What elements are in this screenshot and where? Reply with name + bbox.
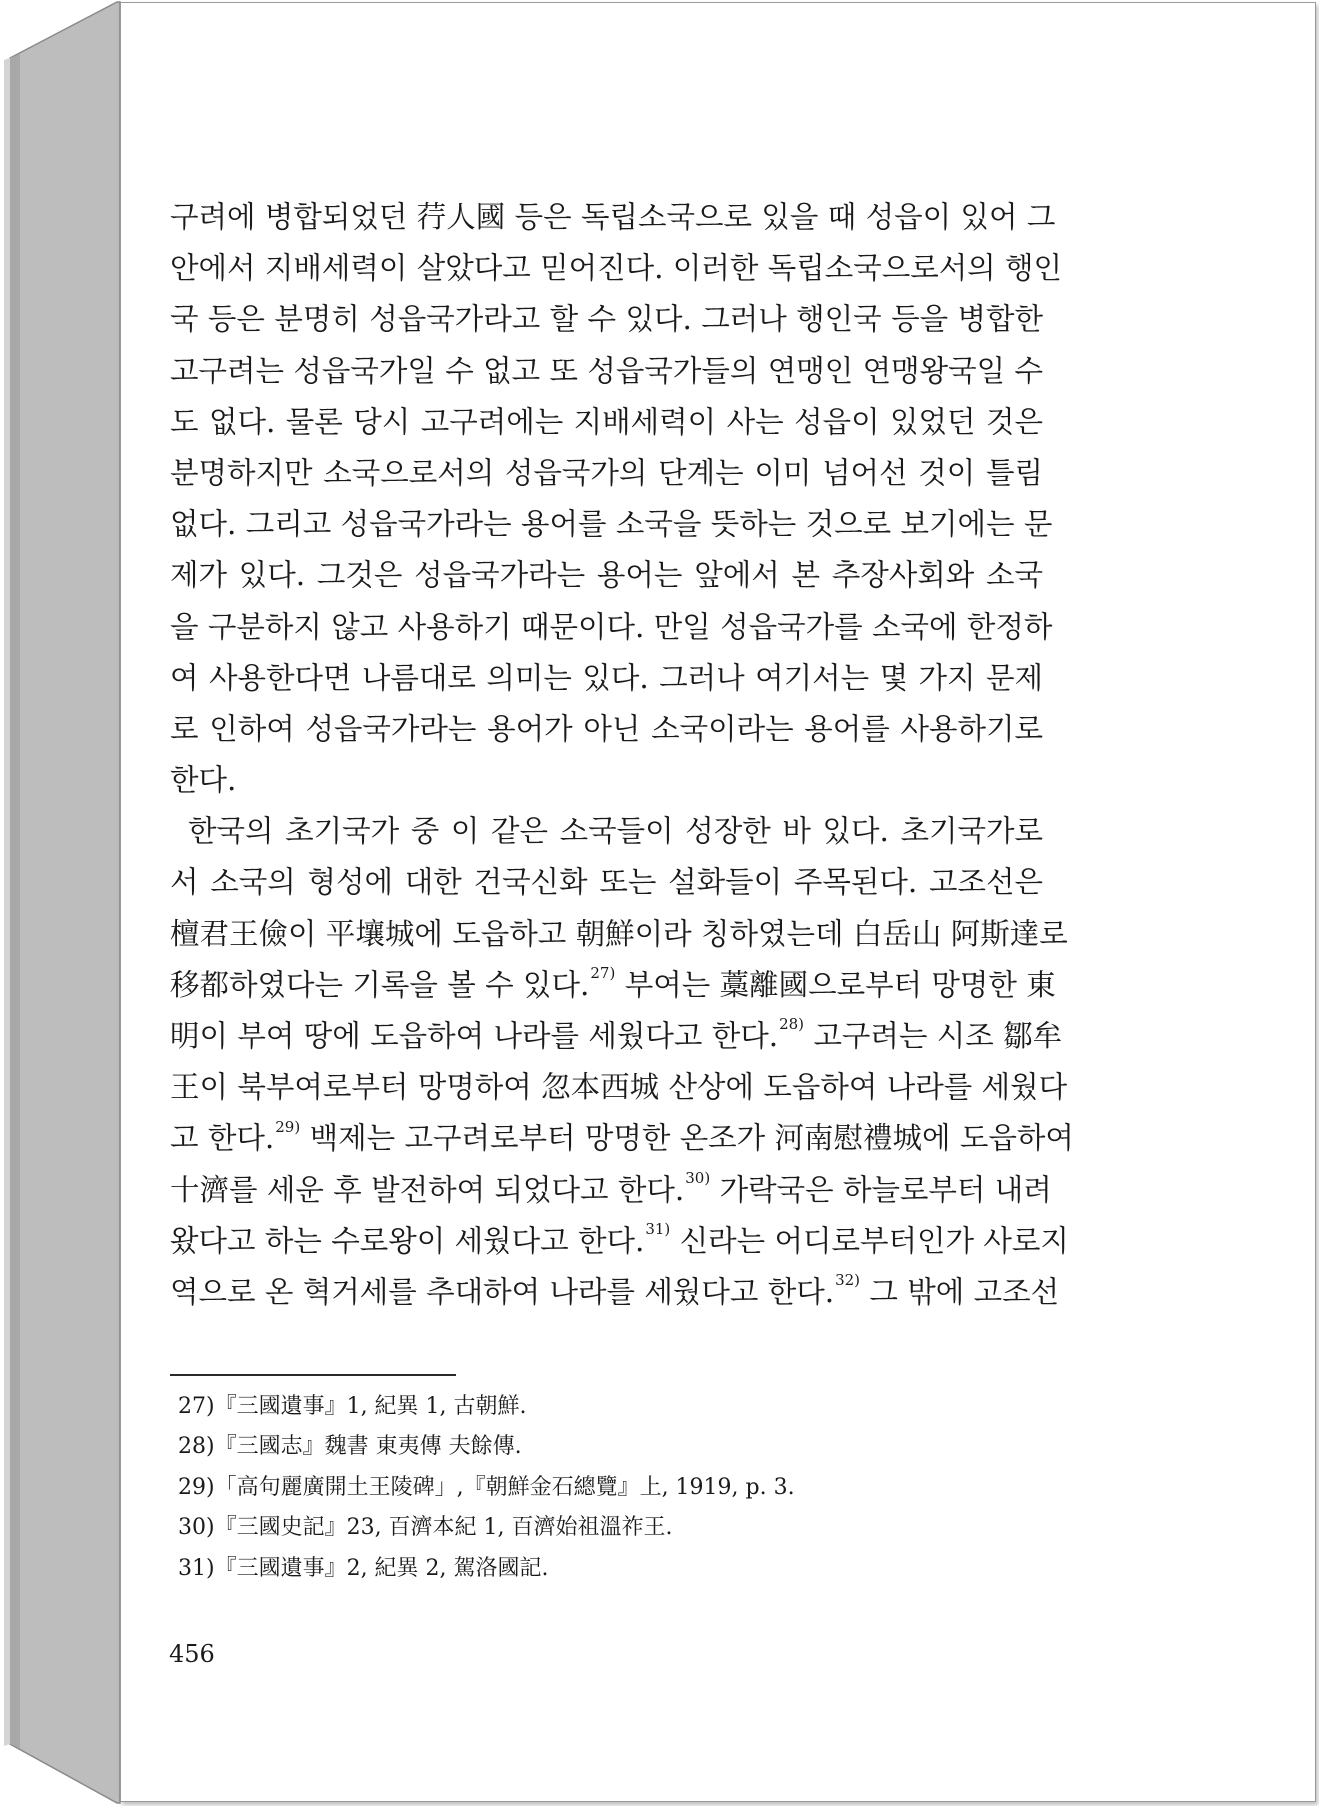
footnote-ref: 27)	[590, 963, 616, 982]
text-line: 로 인하여 성읍국가라는 용어가 아닌 소국이라는 용어를 사용하기로	[170, 711, 1043, 746]
footnote: 31)『三國遺事』2, 紀異 2, 駕洛國記.	[178, 1555, 549, 1581]
text-segment: 明이 부여 땅에 도읍하여 나라를 세웠다고 한다.	[170, 1019, 779, 1053]
text-line: 국 등은 분명히 성읍국가라고 할 수 있다. 그러나 행인국 등을 병합한	[170, 302, 1043, 337]
text-line: 없다. 그리고 성읍국가라는 용어를 소국을 뜻하는 것으로 보기에는 문	[170, 507, 1053, 542]
text-segment: 고구려는 시조 鄒牟	[813, 1019, 1063, 1053]
text-line-with-footnote	[170, 1267, 1060, 1318]
footnotes	[178, 1387, 1078, 1589]
text-line: 을 구분하지 않고 사용하기 때문이다. 만일 성읍국가를 소국에 한정하	[170, 609, 1053, 644]
footnote-ref: 28)	[779, 1015, 805, 1034]
text-segment: 신라는 어디로부터인가 사로지	[679, 1223, 1069, 1258]
text-segment: 고 한다.	[170, 1121, 275, 1156]
body-text	[170, 192, 1170, 1318]
text-line: 분명하지만 소국으로서의 성읍국가의 단계는 이미 넘어선 것이 틀림	[170, 455, 1043, 490]
text-line: 王이 북부여로부터 망명하여 忽本西城 산상에 도읍하여 나라를 세웠다	[170, 1070, 1068, 1105]
footnote-ref: 29)	[275, 1117, 301, 1136]
text-line: 도 없다. 물론 당시 고구려에는 지배세력이 사는 성읍이 있었던 것은	[170, 404, 1043, 439]
footnote: 27)『三國遺事』1, 紀異 1, 古朝鮮.	[178, 1394, 527, 1419]
text-line: 한다.	[170, 763, 237, 798]
text-line-with-footnote	[170, 1113, 1074, 1164]
text-segment: 十濟를 세운 후 발전하여 되었다고 한다.	[170, 1172, 685, 1207]
text-line: 서 소국의 형성에 대한 건국신화 또는 설화들이 주목된다. 고조선은	[170, 865, 1043, 900]
text-line-with-footnote	[170, 1216, 1069, 1267]
footnote-ref: 30)	[685, 1168, 711, 1187]
text-segment: 백제는 고구려로부터 망명한 온조가 河南慰禮城에 도읍하여	[309, 1121, 1074, 1156]
text-segment: 그 밖에 고조선	[869, 1274, 1060, 1309]
page-number: 456	[169, 1640, 215, 1668]
text-line: 제가 있다. 그것은 성읍국가라는 용어는 앞에서 본 추장사회와 소국	[170, 558, 1043, 593]
text-line: 檀君王儉이 平壤城에 도읍하고 朝鮮이라 칭하였는데 白岳山 阿斯達로	[170, 916, 1068, 951]
text-line: 고구려는 성읍국가일 수 없고 또 성읍국가들의 연맹인 연맹왕국일 수	[170, 353, 1043, 388]
text-line-with-footnote	[170, 1011, 1063, 1062]
text-line-with-footnote	[170, 1165, 1052, 1216]
footnote-divider	[170, 1374, 456, 1376]
text-line: 한국의 초기국가 중 이 같은 소국들이 성장한 바 있다. 초기국가로	[188, 814, 1043, 849]
text-segment: 왔다고 하는 수로왕이 세웠다고 한다.	[170, 1223, 645, 1258]
footnote: 29)「高句麗廣開土王陵碑」,『朝鮮金石總覽』上, 1919, p. 3.	[178, 1474, 795, 1500]
text-line: 여 사용한다면 나름대로 의미는 있다. 그러나 여기서는 몇 가지 문제	[170, 660, 1043, 695]
footnote: 30)『三國史記』23, 百濟本紀 1, 百濟始祖溫祚王.	[178, 1515, 673, 1541]
footnote: 28)『三國志』魏書 東夷傳 夫餘傳.	[178, 1434, 522, 1460]
text-segment: 가락국은 하늘로부터 내려	[719, 1172, 1052, 1207]
text-segment: 移都하였다는 기록을 볼 수 있다.	[170, 967, 590, 1002]
footnote-ref: 31)	[645, 1219, 671, 1238]
text-segment: 부여는 藁離國으로부터 망명한 東	[624, 967, 1056, 1002]
text-segment: 역으로 온 혁거세를 추대하여 나라를 세웠다고 한다.	[170, 1274, 835, 1309]
text-line: 구려에 병합되었던 荇人國 등은 독립소국으로 있을 때 성읍이 있어 그	[170, 200, 1056, 234]
footnote-ref: 32)	[835, 1271, 861, 1290]
text-line: 안에서 지배세력이 살았다고 믿어진다. 이러한 독립소국으로서의 행인	[170, 251, 1063, 286]
text-line-with-footnote	[170, 960, 1056, 1011]
